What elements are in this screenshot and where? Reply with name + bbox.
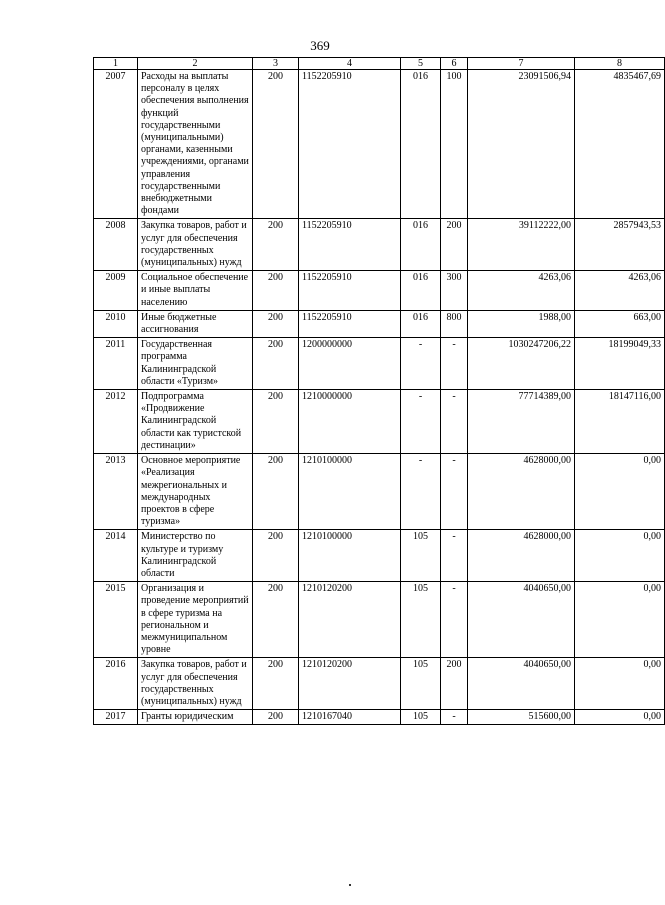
- row-target-article: 1210000000: [299, 390, 401, 454]
- row-code: 2007: [94, 70, 138, 219]
- row-executed: 0,00: [575, 454, 665, 530]
- row-target-article: 1210167040: [299, 710, 401, 725]
- row-ministry: 105: [401, 658, 441, 710]
- row-expense-type: 200: [441, 658, 468, 710]
- row-name: Государственная программа Калининградской области «Туризм»: [138, 338, 253, 390]
- row-code: 2011: [94, 338, 138, 390]
- row-expense-type: -: [441, 710, 468, 725]
- row-name: Иные бюджетные ассигнования: [138, 310, 253, 337]
- row-name: Гранты юридическим: [138, 710, 253, 725]
- row-executed: 663,00: [575, 310, 665, 337]
- row-section: 200: [253, 710, 299, 725]
- row-amount: 4040650,00: [468, 658, 575, 710]
- column-header-5: 5: [401, 58, 441, 70]
- row-target-article: 1152205910: [299, 70, 401, 219]
- table-row: [94, 454, 665, 530]
- row-name: Социальное обеспечение и иные выплаты населению: [138, 271, 253, 311]
- table-row: [94, 658, 665, 710]
- row-name: Подпрограмма «Продвижение Калининградской области как туристской дестинации»: [138, 390, 253, 454]
- page-number: 369: [310, 38, 330, 53]
- row-ministry: 105: [401, 582, 441, 658]
- row-executed: 0,00: [575, 710, 665, 725]
- row-name: Расходы на выплаты персоналу в целях обеспечения выполнения функций государственными (муниципальными) органами, казенными учреждениями, органами управления государственными внебюджетными фондами: [138, 70, 253, 219]
- row-ministry: -: [401, 390, 441, 454]
- row-amount: 23091506,94: [468, 70, 575, 219]
- row-expense-type: 800: [441, 310, 468, 337]
- row-section: 200: [253, 271, 299, 311]
- table-row: [94, 390, 665, 454]
- row-amount: 515600,00: [468, 710, 575, 725]
- row-ministry: -: [401, 454, 441, 530]
- row-target-article: 1152205910: [299, 310, 401, 337]
- row-expense-type: -: [441, 530, 468, 582]
- row-target-article: 1210120200: [299, 582, 401, 658]
- table-row: [94, 271, 665, 311]
- table-row: [94, 338, 665, 390]
- column-header-6: 6: [441, 58, 468, 70]
- column-header-4: 4: [299, 58, 401, 70]
- row-target-article: 1210120200: [299, 658, 401, 710]
- column-header-3: 3: [253, 58, 299, 70]
- row-executed: 0,00: [575, 582, 665, 658]
- header-row: [94, 58, 665, 70]
- row-ministry: 105: [401, 530, 441, 582]
- row-amount: 1988,00: [468, 310, 575, 337]
- row-code: 2015: [94, 582, 138, 658]
- table-body: [94, 70, 665, 725]
- row-amount: 4040650,00: [468, 582, 575, 658]
- row-code: 2016: [94, 658, 138, 710]
- row-code: 2014: [94, 530, 138, 582]
- budget-table: [93, 57, 665, 725]
- table-row: [94, 310, 665, 337]
- row-expense-type: -: [441, 582, 468, 658]
- row-ministry: 105: [401, 710, 441, 725]
- row-amount: 4628000,00: [468, 530, 575, 582]
- row-name: Основное мероприятие «Реализация межрегиональных и международных проектов в сфере туризма»: [138, 454, 253, 530]
- row-ministry: 016: [401, 219, 441, 271]
- row-expense-type: -: [441, 390, 468, 454]
- row-target-article: 1200000000: [299, 338, 401, 390]
- table-row: [94, 530, 665, 582]
- row-expense-type: 300: [441, 271, 468, 311]
- row-code: 2009: [94, 271, 138, 311]
- row-amount: 4628000,00: [468, 454, 575, 530]
- row-executed: 0,00: [575, 530, 665, 582]
- row-section: 200: [253, 658, 299, 710]
- row-expense-type: 100: [441, 70, 468, 219]
- row-executed: 4263,06: [575, 271, 665, 311]
- row-section: 200: [253, 454, 299, 530]
- row-section: 200: [253, 390, 299, 454]
- scan-mark: [349, 884, 351, 886]
- column-header-7: 7: [468, 58, 575, 70]
- row-expense-type: -: [441, 454, 468, 530]
- row-executed: 18147116,00: [575, 390, 665, 454]
- table-row: [94, 710, 665, 725]
- row-name: Закупка товаров, работ и услуг для обеспечения государственных (муниципальных) нужд: [138, 219, 253, 271]
- table-row: [94, 70, 665, 219]
- row-section: 200: [253, 70, 299, 219]
- row-ministry: 016: [401, 310, 441, 337]
- row-amount: 77714389,00: [468, 390, 575, 454]
- row-name: Министерство по культуре и туризму Калининградской области: [138, 530, 253, 582]
- row-code: 2017: [94, 710, 138, 725]
- row-code: 2010: [94, 310, 138, 337]
- row-ministry: 016: [401, 271, 441, 311]
- row-name: Организация и проведение мероприятий в сфере туризма на региональном и межмуниципальном уровне: [138, 582, 253, 658]
- row-amount: 39112222,00: [468, 219, 575, 271]
- row-target-article: 1152205910: [299, 219, 401, 271]
- row-executed: 2857943,53: [575, 219, 665, 271]
- row-ministry: 016: [401, 70, 441, 219]
- row-section: 200: [253, 582, 299, 658]
- table-row: [94, 219, 665, 271]
- row-target-article: 1210100000: [299, 454, 401, 530]
- column-header-2: 2: [138, 58, 253, 70]
- row-expense-type: 200: [441, 219, 468, 271]
- row-section: 200: [253, 219, 299, 271]
- row-section: 200: [253, 530, 299, 582]
- table-row: [94, 582, 665, 658]
- row-code: 2008: [94, 219, 138, 271]
- column-header-1: 1: [94, 58, 138, 70]
- row-section: 200: [253, 310, 299, 337]
- row-executed: 18199049,33: [575, 338, 665, 390]
- row-target-article: 1152205910: [299, 271, 401, 311]
- row-executed: 4835467,69: [575, 70, 665, 219]
- row-name: Закупка товаров, работ и услуг для обеспечения государственных (муниципальных) нужд: [138, 658, 253, 710]
- row-code: 2012: [94, 390, 138, 454]
- row-amount: 1030247206,22: [468, 338, 575, 390]
- row-amount: 4263,06: [468, 271, 575, 311]
- row-ministry: -: [401, 338, 441, 390]
- column-header-8: 8: [575, 58, 665, 70]
- row-expense-type: -: [441, 338, 468, 390]
- row-executed: 0,00: [575, 658, 665, 710]
- row-section: 200: [253, 338, 299, 390]
- row-code: 2013: [94, 454, 138, 530]
- row-target-article: 1210100000: [299, 530, 401, 582]
